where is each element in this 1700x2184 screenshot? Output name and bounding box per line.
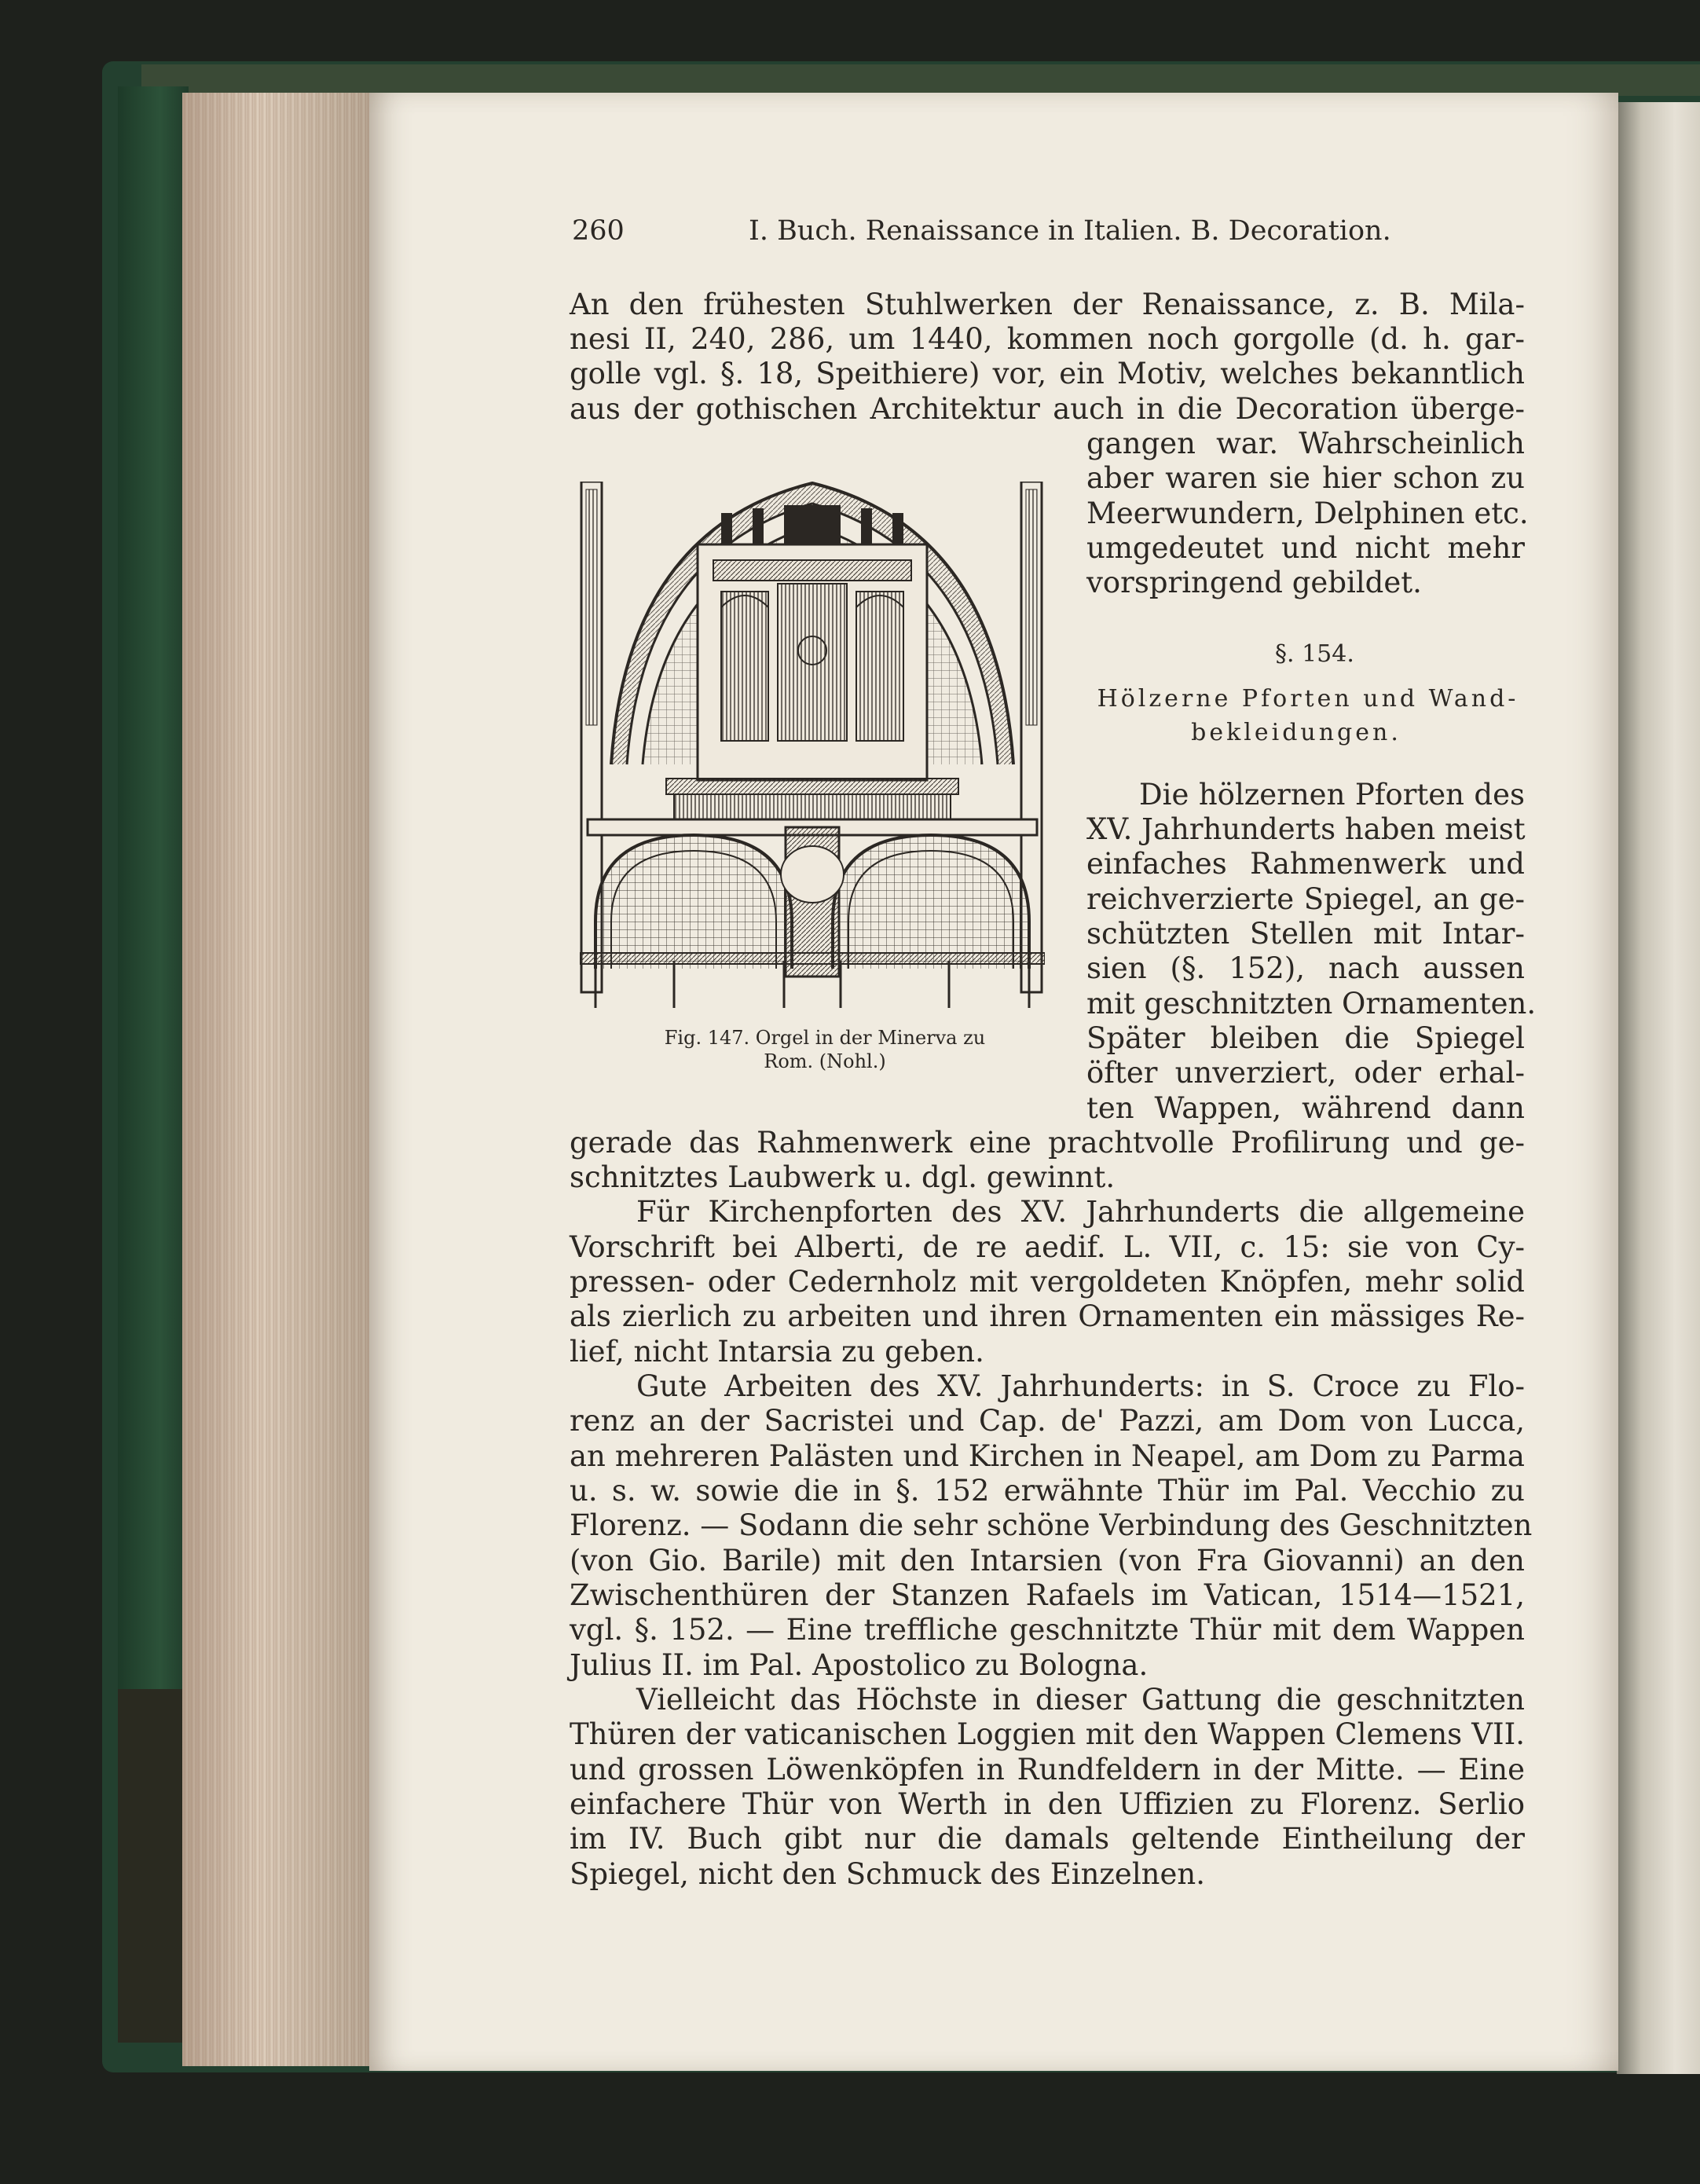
facing-page-edge [1617,102,1700,2074]
cover-top-edge [141,64,1700,96]
text-line: renz an der Sacristei und Cap. de' Pazzi, am Dom von Lucca, [570,1404,1525,1438]
text-line: pressen- oder Cedernholz mit vergoldeten Knöpfen, mehr solid [570,1265,1525,1299]
text-line: umgedeutet und nicht mehr [1086,531,1525,565]
text-line: Meerwundern, Delphinen etc. [1086,497,1529,530]
text-line: sien (§. 152), nach aussen [1086,951,1525,985]
text-line: aber waren sie hier schon zu [1086,461,1525,495]
text-line: an mehreren Palästen und Kirchen in Neapel, am Dom zu Parma [570,1439,1525,1473]
running-title: I. Buch. Renaissance in Italien. B. Decoration. [749,215,1391,247]
text-line: vgl. §. 152. — Eine treffliche geschnitzte Thür mit dem Wappen [570,1613,1525,1647]
text-line: schützten Stellen mit Intar- [1086,917,1525,951]
text-line: gerade das Rahmenwerk eine prachtvolle Profilirung und ge- [570,1126,1525,1160]
text-line: öfter unverziert, oder erhal- [1086,1056,1525,1090]
page-stack-shade [182,93,379,2066]
text-line: gangen war. Wahrscheinlich [1086,427,1525,460]
text-line: Die hölzernen Pforten des [1139,778,1525,812]
text-line: Für Kirchenpforten des XV. Jahrhunderts die allgemeine [636,1195,1525,1229]
text-line: ten Wappen, während dann [1086,1091,1525,1125]
text-line: Zwischenthüren der Stanzen Rafaels im Vatican, 1514—1521, [570,1578,1525,1612]
text-line: einfaches Rahmenwerk und [1086,847,1525,881]
text-line: aus der gothischen Architektur auch in die Decoration überge- [570,392,1525,426]
text-line: lief, nicht Intarsia zu geben. [570,1335,984,1369]
text-line: golle vgl. §. 18, Speithiere) vor, ein Motiv, welches bekanntlich [570,357,1525,390]
text-line: im IV. Buch gibt nur die damals geltende Eintheilung der [570,1822,1525,1856]
text-line: An den frühesten Stuhlwerken der Renaissance, z. B. Mila- [570,288,1525,321]
text-line: als zierlich zu arbeiten und ihren Ornamenten ein mässiges Re- [570,1299,1525,1333]
text-line: Später bleiben die Spiegel [1086,1021,1525,1055]
text-line: Vorschrift bei Alberti, de re aedif. L. VII, c. 15: sie von Cy- [570,1230,1525,1264]
figure-caption: Fig. 147. Orgel in der Minerva zu [664,1027,986,1049]
text-line: Thüren der vaticanischen Loggien mit den Wappen Clemens VII. [570,1717,1525,1751]
text-line: und grossen Löwenköpfen in Rundfeldern in der Mitte. — Eine [570,1753,1525,1786]
text-line: einfachere Thür von Werth in den Uffizien zu Florenz. Serlio [570,1787,1525,1821]
text-line: reichverzierte Spiegel, an ge- [1086,882,1525,916]
text-line: Julius II. im Pal. Apostolico zu Bologna. [570,1648,1149,1682]
section-number: §. 154. [1275,640,1354,668]
text-line: Gute Arbeiten des XV. Jahrhunderts: in S. Croce zu Flo- [636,1369,1525,1403]
cover-leather-corner [118,1689,189,2043]
text-line: (von Gio. Barile) mit den Intarsien (von Fra Giovanni) an den [570,1544,1525,1578]
text-line: schnitztes Laubwerk u. dgl. gewinnt. [570,1160,1116,1194]
section-title-cont: bekleidungen. [1191,719,1401,746]
text-line: Spiegel, nicht den Schmuck des Einzelnen. [570,1857,1205,1891]
text-line: XV. Jahrhunderts haben meist [1086,812,1526,846]
organ-engraving-figure [580,482,1045,1008]
text-line: nesi II, 240, 286, um 1440, kommen noch gorgolle (d. h. gar- [570,322,1525,356]
text-line: Vielleicht das Höchste in dieser Gattung die geschnitzten [636,1683,1525,1717]
text-line: Florenz. — Sodann die sehr schöne Verbindung des Geschnitzten [570,1508,1533,1542]
section-title: Hölzerne Pforten und Wand- [1097,685,1519,713]
text-line: u. s. w. sowie die in §. 152 erwähnte Thür im Pal. Vecchio zu [570,1474,1525,1508]
figure-caption-cont: Rom. (Nohl.) [764,1050,886,1072]
text-line: mit geschnitzten Ornamenten. [1086,987,1537,1021]
text-line: vorspringend gebildet. [1086,566,1422,599]
page-number: 260 [572,215,625,247]
